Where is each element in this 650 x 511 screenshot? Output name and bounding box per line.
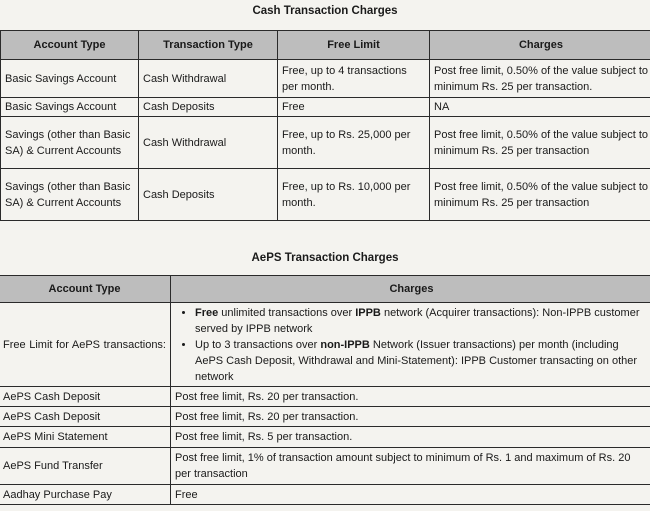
text: network (Acquirer transactions): Non-IPPB customer served by IPPB network [195, 306, 640, 335]
table-row [1, 117, 650, 169]
table-cell: Post free limit, Rs. 20 per transaction. [171, 407, 650, 427]
bullet-list [175, 305, 648, 385]
list-item [195, 337, 648, 385]
bold-text: Free [195, 306, 219, 319]
table-row [0, 303, 650, 387]
table-cell: Post free limit, Rs. 20 per transaction. [171, 387, 650, 407]
column-header: Account Type [0, 276, 171, 303]
table-cell: Savings (other than Basic SA) & Current Accounts [1, 169, 139, 221]
aeps-table-title: AePS Transaction Charges [251, 252, 399, 264]
table-cell: Post free limit, 1% of transaction amount subject to minimum of Rs. 1 and maximum of Rs. 20 per transaction [171, 448, 650, 485]
table-cell: Free [278, 98, 430, 117]
table-row [0, 407, 650, 427]
text: Network (Issuer transactions) per month (including AePS Cash Deposit, Withdrawal and Mini-Statement): IPPB Customer transacting on other network [195, 338, 638, 383]
column-header: Account Type [1, 31, 139, 60]
cash-table-title: Cash Transaction Charges [252, 5, 398, 17]
text: unlimited transactions over [218, 306, 356, 319]
table-cell: Cash Withdrawal [139, 117, 278, 169]
table-cell: Post free limit, Rs. 5 per transaction. [171, 427, 650, 448]
table-cell: Cash Deposits [139, 169, 278, 221]
table-row [0, 427, 650, 448]
cash-charges-table [0, 30, 650, 221]
table-row [0, 448, 650, 485]
column-header: Charges [171, 276, 650, 303]
table-cell: Free [171, 485, 650, 505]
table-cell: Free, up to 4 transactions per month. [278, 60, 430, 98]
table-cell: AePS Fund Transfer [0, 448, 171, 485]
table-cell: NA [430, 98, 650, 117]
column-header: Free Limit [278, 31, 430, 60]
table-cell: Post free limit, 0.50% of the value subject to minimum Rs. 25 per transaction [430, 117, 650, 169]
column-header: Charges [430, 31, 650, 60]
free-limit-label: Free Limit for AePS transactions: [0, 303, 171, 387]
table-header-row [0, 276, 650, 303]
table-header-row [1, 31, 650, 60]
table-cell: Cash Deposits [139, 98, 278, 117]
list-item [195, 305, 648, 337]
table-cell: AePS Mini Statement [0, 427, 171, 448]
table-cell: Savings (other than Basic SA) & Current Accounts [1, 117, 139, 169]
column-header: Transaction Type [139, 31, 278, 60]
table-cell: Aadhay Purchase Pay [0, 485, 171, 505]
text: Up to 3 transactions over [195, 338, 321, 351]
table-cell: AePS Cash Deposit [0, 407, 171, 427]
table-row [0, 387, 650, 407]
bold-text: IPPB [355, 306, 381, 319]
table-cell: Basic Savings Account [1, 60, 139, 98]
table-cell: Free, up to Rs. 10,000 per month. [278, 169, 430, 221]
table-row [1, 169, 650, 221]
aeps-charges-table [0, 275, 650, 505]
table-row [1, 98, 650, 117]
table-cell: Basic Savings Account [1, 98, 139, 117]
bold-text: non-IPPB [320, 338, 370, 351]
free-limit-details [171, 303, 650, 387]
table-cell: Free, up to Rs. 25,000 per month. [278, 117, 430, 169]
table-row [1, 60, 650, 98]
table-cell: Cash Withdrawal [139, 60, 278, 98]
table-cell: AePS Cash Deposit [0, 387, 171, 407]
table-cell: Post free limit, 0.50% of the value subject to minimum Rs. 25 per transaction [430, 169, 650, 221]
table-cell: Post free limit, 0.50% of the value subject to minimum Rs. 25 per transaction. [430, 60, 650, 98]
table-row [0, 485, 650, 505]
